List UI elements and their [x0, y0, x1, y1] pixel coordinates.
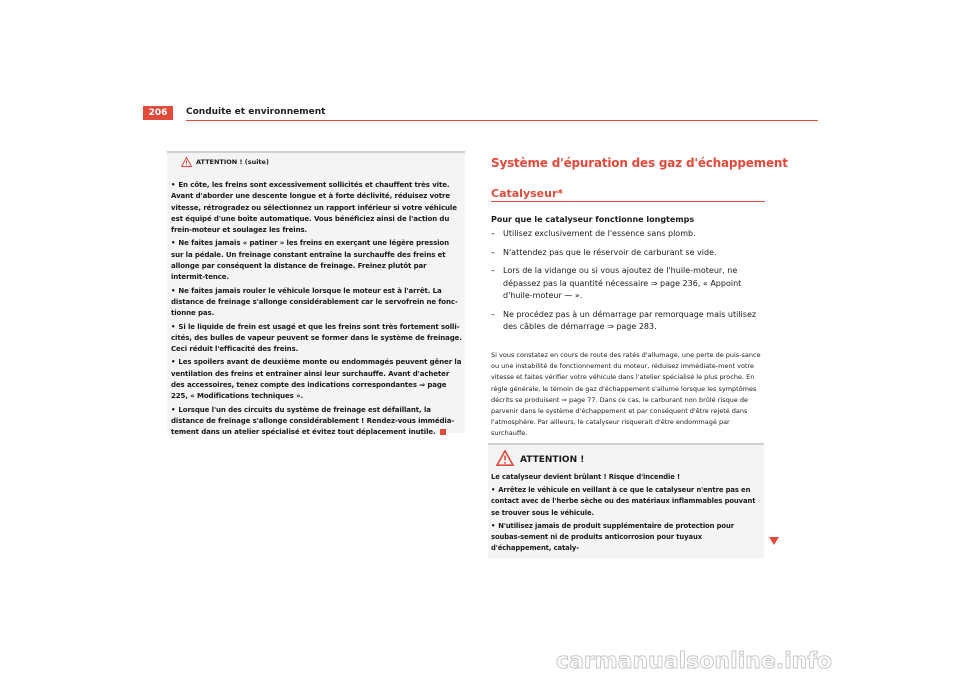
list-item: – Ne procédez pas à un démarrage par remorquage mais utilisez des câbles de démarrage ⇒ page 283.: [491, 309, 757, 331]
warning-body: [491, 472, 762, 556]
watermark: [556, 648, 946, 672]
warning-item: • Arrêtez le véhicule en veillant à ce que le catalyseur n'entre pas en contact avec de l'herbe sèche ou des matériaux inflammables pouvant se trouver sous le véhicule.: [491, 486, 756, 517]
warning-heading: [181, 157, 269, 167]
warning-item: • Ne faites jamais « patiner » les freins en exerçant une légère pression sur la pédale. Un freinage constant entraîne la surchauffe des freins et allonge par conséquent la distance de freinage. Freinez plutôt par intermit-tence.: [171, 239, 450, 282]
list-item: – Utilisez exclusivement de l'essence sans plomb.: [491, 229, 696, 238]
header-rule: [186, 120, 818, 121]
warning-heading-label: ATTENTION ! (suite): [196, 158, 269, 166]
steps-list: [491, 228, 767, 340]
continue-arrow-icon: [768, 532, 780, 551]
warning-item: • Ne faites jamais rouler le véhicule lorsque le moteur est à l'arrêt. La distance de freinage s'allonge considérablement car le servofrein ne fonc-tionne pas.: [171, 286, 458, 318]
warning-item: • En côte, les freins sont excessivement sollicités et chauffent très vite. Avant d'aborder une descente longue et à forte déclivité, réduisez votre vitesse, rétrogradez ou sélectionnez un rapport inférieur si votre véhicule est équipé d'une boîte automatique. Vous bénéficiez ainsi de l'action du frein-moteur et soulagez les freins.: [171, 181, 457, 235]
svg-text:carmanualsonline.info: carmanualsonline.info: [556, 649, 832, 672]
list-item: – N'attendez pas que le réservoir de carburant se vide.: [491, 247, 717, 257]
list-item: – Lors de la vidange ou si vous ajoutez de l'huile-moteur, ne dépassez pas la quantité nécessaire ⇒ page 236, « Appoint d'huile-moteur ⁓ ».: [491, 266, 742, 300]
warning-triangle-icon: [181, 157, 192, 167]
warning-lead: Le catalyseur devient brûlant ! Risque d'incendie !: [491, 473, 680, 481]
warning-item: • Les spoilers avant de deuxième monte ou endommagés peuvent gêner la ventilation des freins et entraîner ainsi leur surchauffe. Avant d'acheter des accessoires, tenez compte des indications correspondantes ⇒ page 225, « Modifications techniques ».: [171, 358, 462, 401]
warning-item: • Si le liquide de frein est usagé et que les freins sont très fortement solli-cités, des bulles de vapeur peuvent se former dans le système de freinage. Ceci réduit l'efficacité des freins.: [171, 322, 462, 354]
page-header-title: Conduite et environnement: [186, 107, 326, 117]
warning-heading: [496, 450, 584, 470]
subsection-rule: [491, 201, 765, 202]
end-of-section-icon: [440, 429, 446, 435]
warning-item: • N'utilisez jamais de produit supplémentaire de protection pour soubas-sement ni de produits anticorrosion pour tuyaux d'échappement, cataly-: [491, 521, 734, 553]
warning-heading-label: ATTENTION !: [520, 454, 585, 465]
subsection-title: Catalyseur*: [491, 187, 564, 200]
page-number: 206: [143, 106, 173, 120]
warning-box: [488, 443, 764, 558]
warning-triangle-icon: [496, 450, 514, 470]
warning-box-continued: [167, 151, 465, 437]
body-paragraph: Si vous constatez en cours de route des ratés d'allumage, une perte de puis-sance ou une instabilité de fonctionnement du moteur, réduisez immédiate-ment votre vitesse et faites vérifier votre véhicule dans l'atelier spécialisé le plus proche. En règle générale, le témoin de gaz d'échappement s'allume lorsque les symptômes décrits se produisent ⇒ page 77. Dans ce cas, le carburant non brûlé risque de parvenir dans le système d'échappement et par conséquent d'être rejeté dans l'atmosphère. Par ailleurs, le catalyseur risquerait d'être endommagé par surchauffe.: [491, 351, 761, 438]
warning-body: [171, 180, 462, 441]
warning-item: • Lorsque l'un des circuits du système de freinage est défaillant, la distance de freinage s'allonge considérablement ! Rendez-vous immédia-tement dans un atelier spécialisé et évitez tout déplacement inutile.: [171, 405, 455, 437]
intro-heading: Pour que le catalyseur fonctionne longtemps: [491, 215, 695, 224]
section-title: Système d'épuration des gaz d'échappement: [491, 156, 788, 170]
